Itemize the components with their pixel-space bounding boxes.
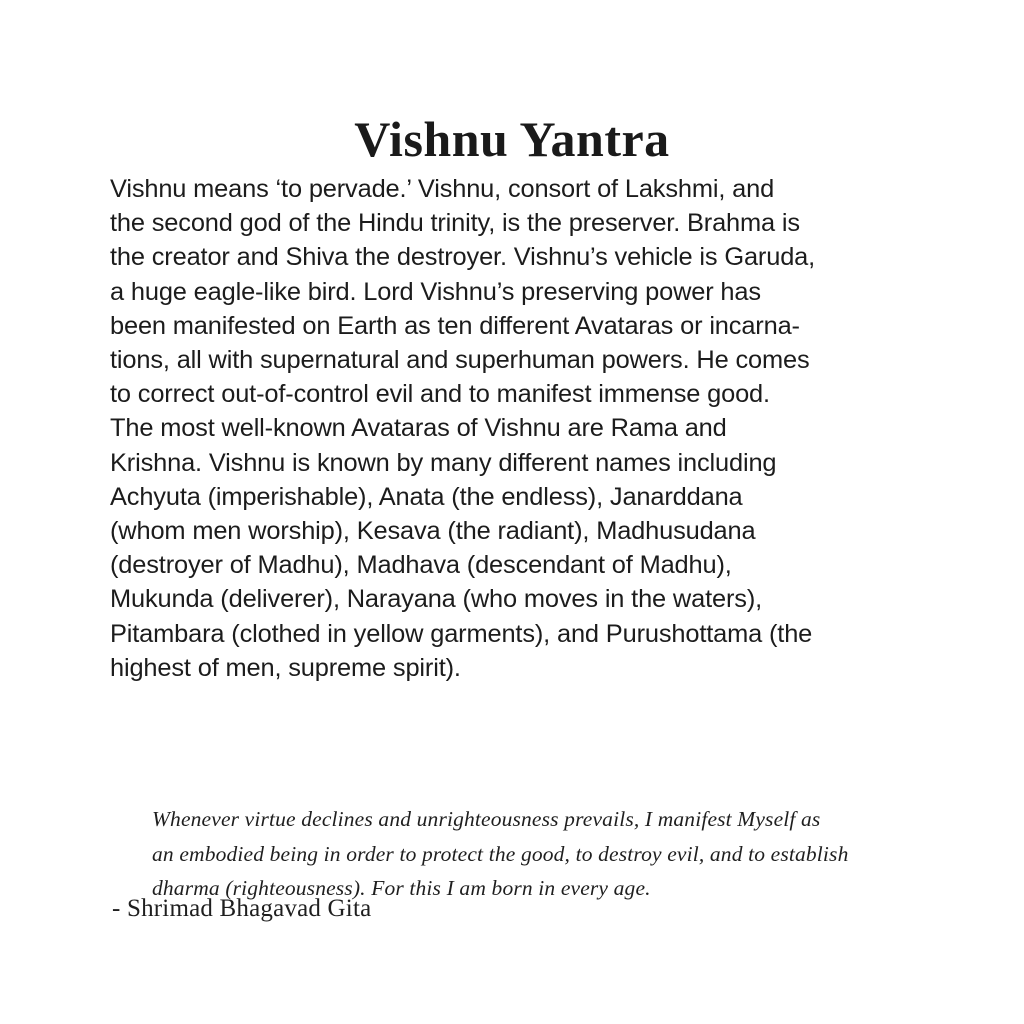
body-text-line: Pitambara (clothed in yellow garments), and Purushottama (the	[110, 619, 813, 648]
page-title: Vishnu Yantra	[354, 110, 670, 167]
body-text-line: Krishna. Vishnu is known by many different names including	[110, 448, 777, 477]
body-text-line: a huge eagle-like bird. Lord Vishnu’s preserving power has	[110, 277, 761, 306]
body-text-line: Achyuta (imperishable), Anata (the endless), Janarddana	[110, 482, 743, 511]
body-text-line: Mukunda (deliverer), Narayana (who moves in the waters),	[110, 585, 763, 614]
quote-text-line: dharma (righteousness). For this I am born in every age.	[152, 876, 651, 900]
scripture-quote	[152, 802, 982, 906]
quote-text-line: Whenever virtue declines and unrighteousness prevails, I manifest Myself as	[152, 807, 821, 831]
body-text-line: to correct out-of-control evil and to manifest immense good.	[110, 380, 770, 409]
quote-attribution: - Shrimad Bhagavad Gita	[112, 895, 372, 922]
body-paragraph	[110, 172, 940, 685]
body-text-line: the creator and Shiva the destroyer. Vishnu’s vehicle is Garuda,	[110, 243, 816, 272]
body-text-line: highest of men, supreme spirit).	[110, 653, 461, 682]
body-text-line: (destroyer of Madhu), Madhava (descendant of Madhu),	[110, 551, 732, 580]
body-text-line: The most well-known Avataras of Vishnu are Rama and	[110, 414, 727, 443]
body-text-line: (whom men worship), Kesava (the radiant), Madhusudana	[110, 517, 756, 546]
body-text-line: Vishnu means ‘to pervade.’ Vishnu, consort of Lakshmi, and	[110, 175, 775, 203]
quote-text-line: an embodied being in order to protect the good, to destroy evil, and to establish	[152, 841, 849, 866]
body-text-line: the second god of the Hindu trinity, is the preserver. Brahma is	[110, 209, 800, 238]
body-text-line: been manifested on Earth as ten different Avataras or incarna-	[110, 311, 800, 340]
body-text-line: tions, all with supernatural and superhuman powers. He comes	[110, 346, 810, 375]
